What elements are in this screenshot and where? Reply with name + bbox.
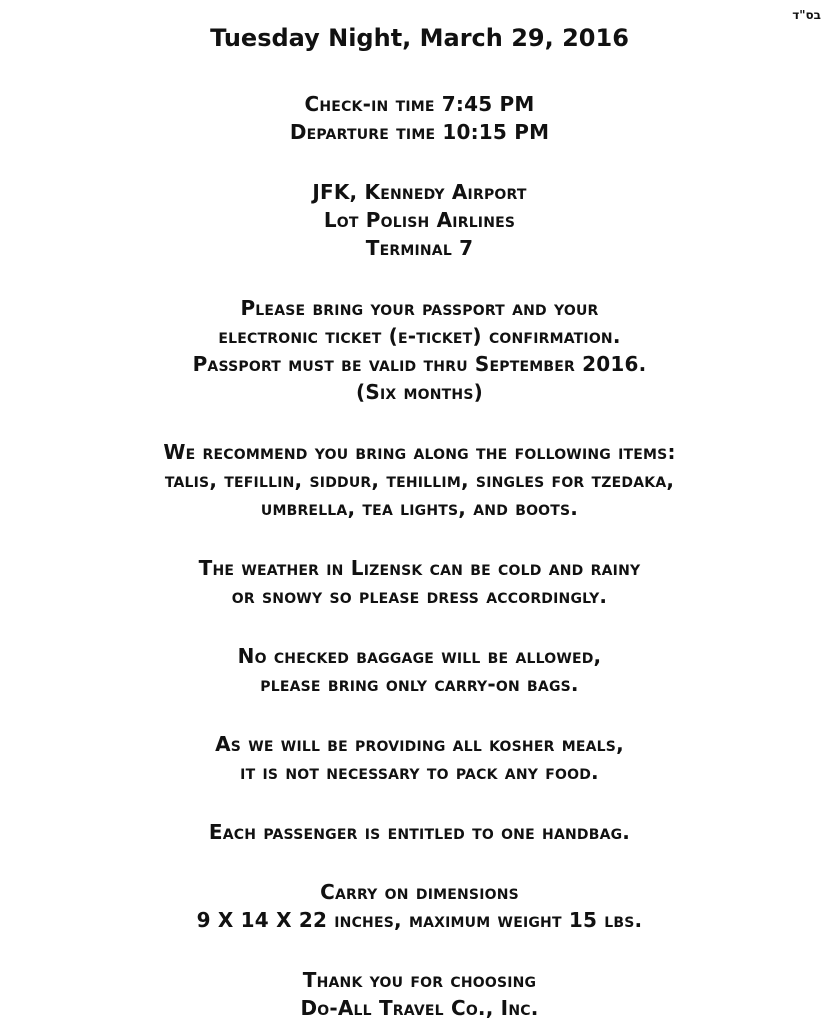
recommend-block bbox=[0, 438, 839, 522]
weather-block bbox=[0, 554, 839, 610]
dimensions-block bbox=[0, 878, 839, 934]
thanks-block bbox=[0, 966, 839, 1022]
passport-line-1: Please bring your passport and your bbox=[240, 296, 599, 320]
baggage-line-2: please bring only carry-on bags. bbox=[260, 672, 579, 696]
handbag-line: Each passenger is entitled to one handbag. bbox=[208, 820, 631, 844]
passport-block bbox=[0, 294, 839, 406]
airport-block bbox=[0, 178, 839, 262]
dimensions-line-2: 9 X 14 X 22 inches, maximum weight 15 lbs. bbox=[196, 908, 643, 932]
departure-time: Departure time 10:15 PM bbox=[289, 120, 550, 144]
meals-line-2: it is not necessary to pack any food. bbox=[240, 760, 599, 784]
baggage-block bbox=[0, 642, 839, 698]
terminal: Terminal 7 bbox=[365, 236, 474, 260]
meals-block bbox=[0, 730, 839, 786]
dimensions-line-1: Carry on dimensions bbox=[320, 880, 519, 904]
page-title: Tuesday Night, March 29, 2016 bbox=[210, 24, 629, 52]
passport-line-2: electronic ticket (e-ticket) confirmation. bbox=[218, 324, 621, 348]
recommend-line-1: We recommend you bring along the following items: bbox=[163, 440, 676, 464]
corner-mark: בס"ד bbox=[792, 8, 821, 22]
meals-line-1: As we will be providing all kosher meals, bbox=[215, 732, 624, 756]
checkin-time: Check-in time 7:45 PM bbox=[304, 92, 535, 116]
company-name: Do-All Travel Co., Inc. bbox=[300, 996, 539, 1020]
recommend-line-3: umbrella, tea lights, and boots. bbox=[260, 496, 579, 520]
baggage-line-1: No checked baggage will be allowed, bbox=[237, 644, 602, 668]
recommend-line-2: talis, tefillin, siddur, tehillim, singles for tzedaka, bbox=[164, 468, 675, 492]
airline-name: Lot Polish Airlines bbox=[323, 208, 516, 232]
checkin-block bbox=[0, 90, 839, 146]
weather-line-2: or snowy so please dress accordingly. bbox=[231, 584, 608, 608]
weather-line-1: The weather in Lizensk can be cold and rainy bbox=[198, 556, 641, 580]
airport-name: JFK, Kennedy Airport bbox=[312, 180, 527, 204]
thanks-line-1: Thank you for choosing bbox=[302, 968, 537, 992]
passport-line-4: (Six months) bbox=[356, 380, 483, 404]
handbag-block bbox=[0, 818, 839, 846]
travel-notice bbox=[0, 18, 839, 1022]
passport-line-3: Passport must be valid thru September 2016. bbox=[192, 352, 647, 376]
